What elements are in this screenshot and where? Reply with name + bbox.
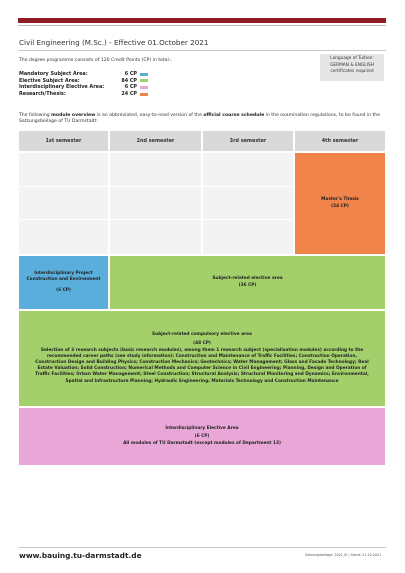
grid-col-line	[108, 153, 110, 254]
cp-row-research	[19, 91, 148, 98]
cp-row-mandatory	[19, 71, 148, 78]
footer-meta: Satzungsbeilage: 2021_III | Stand: 21.10.2021	[305, 553, 382, 557]
top-accent-bar	[18, 18, 386, 23]
thesis-cp: (24 CP)	[331, 203, 349, 209]
cp-label: Interdisciplinary Elective Area:	[19, 84, 105, 91]
desc-text-3: in the examination regulations, to be found in the Satzungsbeilage of TU Darmstadt:	[19, 113, 381, 124]
interdisciplinary-elective-block	[19, 408, 385, 465]
cp-value: 24 CP	[121, 91, 137, 98]
semester-header-1: 1st semester	[19, 131, 108, 151]
elective-title: Subject-related elective area	[212, 276, 283, 282]
desc-text-1: The following	[19, 113, 52, 118]
language-line-1: Language of Tuition:	[330, 56, 374, 61]
cp-swatch-orange	[140, 93, 148, 96]
cp-label: Elective Subject Area:	[19, 77, 80, 84]
project-cp: (6 CP)	[56, 287, 71, 293]
grid-row-line	[19, 186, 293, 187]
semester-grid-area	[19, 153, 293, 254]
compulsory-elective-block	[19, 311, 385, 406]
interdisciplinary-project-block	[19, 256, 108, 309]
title-divider	[18, 50, 386, 51]
project-title: Interdisciplinary Project Construction and Environment	[26, 271, 101, 283]
cp-swatch-pink	[140, 86, 148, 89]
interdisciplinary-cp: (6 CP)	[194, 434, 210, 440]
semester-header-4: 4th semester	[295, 131, 385, 151]
interdisciplinary-text: All modules of TU Darmstadt (except modules of Department 13)	[123, 440, 281, 446]
module-overview-description	[19, 113, 387, 125]
cp-row-interdisciplinary	[19, 84, 148, 91]
cp-swatch-blue	[140, 73, 148, 76]
interdisciplinary-title: Interdisciplinary Elective Area	[165, 426, 239, 432]
compulsory-title: Subject-related compulsory elective area	[152, 332, 252, 338]
top-divider	[18, 25, 386, 26]
footer-divider	[18, 547, 386, 548]
desc-text-2: is an abbreviated, easy-to-read version of the	[95, 113, 204, 118]
grid-row-line	[19, 219, 293, 220]
cp-label: Mandatory Subject Area:	[19, 71, 88, 78]
elective-cp: (36 CP)	[238, 282, 257, 288]
compulsory-text: Selection of 3 research subjects (basic research modules), among them 1 research subject (specialisation modules) according to the recommended career paths (see study information): Construction and Maintenance of Traffic Facilities; Construction Operation, Construction Design and Building Physics; Construction Mechanics; Geotechnics; Water Management; Glass and Facade Technology; Real Estate Valuation; Solid Construction; Numerical Methods and Computer Science in Civil Engineering; Planning, Design and Operation of Traffic Facilities; Urban Water Management; Steel Construction; Structural Analysis; Structural Monitoring and Dynamics; Environmental, Spatial and Infrastructure Planning; Hydraulic Engineering; Materials Technology and Construction Maintenance	[35, 347, 369, 384]
cp-value: 6 CP	[124, 71, 137, 78]
cp-row-elective	[19, 78, 148, 85]
desc-bold-course-schedule: official course schedule	[203, 113, 265, 118]
thesis-title: Master's Thesis	[321, 197, 359, 203]
subject-related-elective-block	[110, 256, 385, 309]
semester-header-2: 2nd semester	[110, 131, 201, 151]
cp-label: Research/Thesis:	[19, 91, 66, 98]
language-box	[320, 54, 384, 81]
footer-url: www.bauing.tu-darmstadt.de	[19, 551, 142, 560]
semester-header-3: 3rd semester	[203, 131, 293, 151]
masters-thesis-block	[295, 153, 385, 254]
language-line-2: GERMAN & ENGLISH	[330, 62, 374, 68]
grid-col-line	[201, 153, 203, 254]
cp-value: 6 CP	[124, 84, 137, 91]
page-title: Civil Engineering (M.Sc.) - Effective 01.October 2021	[19, 38, 209, 47]
cp-swatch-green	[140, 79, 148, 82]
intro-text: The degree programme consists of 120 Credit Points (CP) in total.:	[19, 58, 172, 63]
language-line-3: certificates required	[330, 69, 374, 74]
cp-value: 84 CP	[121, 77, 137, 84]
credit-points-table	[19, 71, 148, 97]
compulsory-cp: (48 CP)	[193, 341, 211, 347]
desc-bold-module-overview: module overview	[51, 113, 96, 118]
